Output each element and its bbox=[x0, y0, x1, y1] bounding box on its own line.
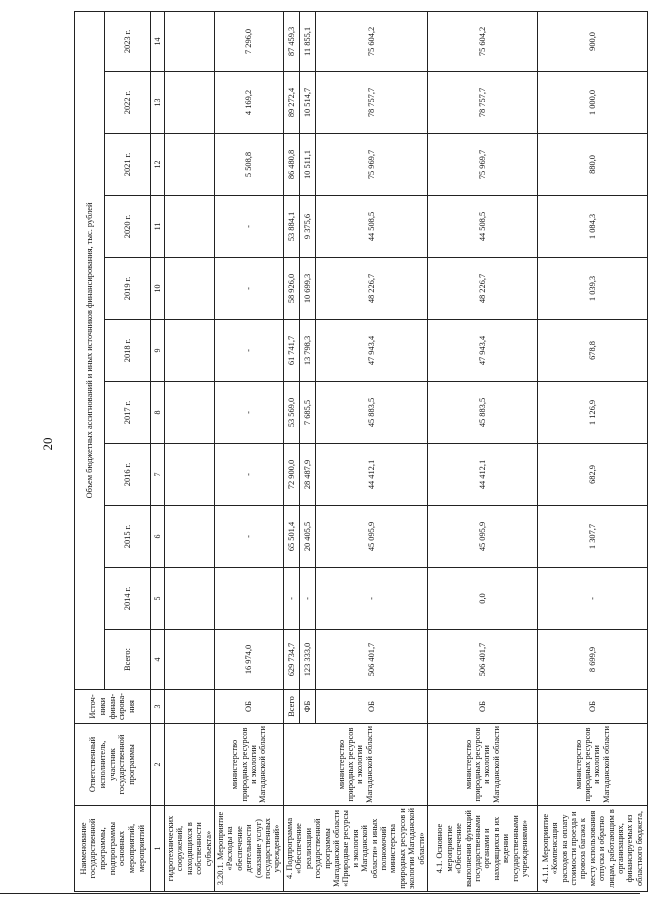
row-value bbox=[215, 568, 284, 630]
page-number: 20 bbox=[40, 437, 55, 451]
row-value: 53 569,0 bbox=[283, 382, 299, 444]
row-value: - bbox=[300, 568, 316, 630]
row-value bbox=[165, 444, 215, 506]
row-source: ОБ bbox=[316, 690, 428, 724]
row-value: 45 095,9 bbox=[316, 506, 428, 568]
column-index: 8 bbox=[151, 382, 165, 444]
row-value: 53 884,1 bbox=[283, 196, 299, 258]
row-name: 4.1. Основное мероприятие «Обеспечение выполнения функций государственными органами и находящихся в их ведении государственными учреждениями» bbox=[427, 806, 537, 892]
row-value bbox=[165, 11, 215, 71]
row-source: ОБ bbox=[537, 690, 647, 724]
row-value: 45 883,5 bbox=[316, 382, 428, 444]
row-name: 4. Подпрограмма «Обеспечение реализации государственной программы Магаданской области «Природные ресурсы и экология Магаданской области» и иных полномочий министерства природных ресурсов и экологии Магаданской области» bbox=[283, 806, 427, 892]
row-value: 28 487,9 bbox=[300, 444, 316, 506]
row-source: ОБ bbox=[215, 690, 284, 724]
row-value: 11 855,1 bbox=[300, 11, 316, 71]
row-value: 20 405,5 bbox=[300, 506, 316, 568]
header-funding-group: Объем бюджетных ассигнований и иных источников финансирования, тыс. рублей bbox=[75, 11, 105, 689]
column-index: 9 bbox=[151, 320, 165, 382]
row-value bbox=[165, 72, 215, 134]
row-value: 123 333,0 bbox=[300, 630, 316, 690]
column-index: 14 bbox=[151, 11, 165, 71]
row-value: - bbox=[215, 320, 284, 382]
row-name: 4.1.1. Мероприятие «Компенсация расходов на оплату стоимости проезда и провоза багажа к месту использования отпуска и обратно лицам, работающим в организациях, финансируемых из областного бюджета, bbox=[537, 806, 647, 892]
column-index: 1 bbox=[151, 806, 165, 892]
table-row bbox=[215, 11, 284, 891]
row-source: Всего bbox=[283, 690, 299, 724]
table-row bbox=[427, 11, 537, 891]
row-value: 44 508,5 bbox=[427, 196, 537, 258]
row-name: гидротехнических сооружений, находящихся в собственности субъекта» bbox=[165, 806, 215, 892]
row-value bbox=[165, 196, 215, 258]
row-value: 13 798,3 bbox=[300, 320, 316, 382]
row-value: 1 126,9 bbox=[537, 382, 647, 444]
row-value: 87 459,3 bbox=[283, 11, 299, 71]
row-value: 78 757,7 bbox=[427, 72, 537, 134]
row-value: 61 741,7 bbox=[283, 320, 299, 382]
column-index: 12 bbox=[151, 134, 165, 196]
table-row bbox=[165, 11, 215, 891]
column-index: 7 bbox=[151, 444, 165, 506]
row-value: 10 514,7 bbox=[300, 72, 316, 134]
row-value: 58 926,0 bbox=[283, 258, 299, 320]
row-value: - bbox=[215, 258, 284, 320]
column-index: 3 bbox=[151, 690, 165, 724]
row-value: 44 412,1 bbox=[316, 444, 428, 506]
row-value: 7 296,0 bbox=[215, 11, 284, 71]
column-index: 10 bbox=[151, 258, 165, 320]
row-value: 8 699,9 bbox=[537, 630, 647, 690]
row-value: 7 685,5 bbox=[300, 382, 316, 444]
row-value bbox=[165, 134, 215, 196]
row-responsible: министерство природных ресурсов и экологии Магаданской области bbox=[283, 724, 427, 806]
row-value: 1 039,3 bbox=[537, 258, 647, 320]
header-year: 2019 г. bbox=[105, 258, 151, 320]
row-value: 89 272,4 bbox=[283, 72, 299, 134]
row-value: - bbox=[537, 568, 647, 630]
table-row bbox=[283, 11, 299, 891]
row-responsible: министерство природных ресурсов и экологии Магаданской области bbox=[215, 724, 284, 806]
row-value: 44 412,1 bbox=[427, 444, 537, 506]
row-value: 10 699,3 bbox=[300, 258, 316, 320]
row-value bbox=[165, 630, 215, 690]
row-value: 86 480,8 bbox=[283, 134, 299, 196]
row-value: 47 943,4 bbox=[427, 320, 537, 382]
row-source bbox=[165, 690, 215, 724]
row-value: 48 226,7 bbox=[316, 258, 428, 320]
row-value bbox=[165, 568, 215, 630]
header-year: 2016 г. bbox=[105, 444, 151, 506]
rotated-table-frame bbox=[74, 12, 644, 892]
row-value: - bbox=[283, 568, 299, 630]
row-value: 10 511,1 bbox=[300, 134, 316, 196]
row-value: 72 900,0 bbox=[283, 444, 299, 506]
row-value: 44 508,5 bbox=[316, 196, 428, 258]
row-value: 47 943,4 bbox=[316, 320, 428, 382]
row-value bbox=[165, 320, 215, 382]
row-source: ОБ bbox=[427, 690, 537, 724]
row-value: 45 095,9 bbox=[427, 506, 537, 568]
row-value: - bbox=[215, 196, 284, 258]
header-year: 2018 г. bbox=[105, 320, 151, 382]
row-value: 9 375,6 bbox=[300, 196, 316, 258]
header-name: Наименование государственной программы, подпрограммы основных мероприятий, мероприятий bbox=[75, 806, 151, 892]
row-responsible: министерство природных ресурсов и экологии Магаданской области bbox=[427, 724, 537, 806]
row-value: 629 734,7 bbox=[283, 630, 299, 690]
row-responsible bbox=[165, 724, 215, 806]
table-row bbox=[537, 11, 647, 891]
bottom-rule bbox=[0, 893, 640, 894]
header-year: 2017 г. bbox=[105, 382, 151, 444]
row-value: - bbox=[316, 568, 428, 630]
row-value: 900,0 bbox=[537, 11, 647, 71]
column-index: 6 bbox=[151, 506, 165, 568]
row-value bbox=[165, 382, 215, 444]
row-value: 75 604,2 bbox=[427, 11, 537, 71]
row-value: 678,8 bbox=[537, 320, 647, 382]
row-value: 880,0 bbox=[537, 134, 647, 196]
row-value: 0,0 bbox=[427, 568, 537, 630]
row-value: - bbox=[215, 382, 284, 444]
header-year: 2022 г. bbox=[105, 72, 151, 134]
header-responsible: Ответственный исполнитель, участник государственной программы bbox=[75, 724, 151, 806]
row-name: 3.20.1. Мероприятие «Расходы на обеспечение деятельности (оказание услуг) государственных учреждений» bbox=[215, 806, 284, 892]
row-value: - bbox=[215, 444, 284, 506]
row-value: 75 969,7 bbox=[316, 134, 428, 196]
column-index: 4 bbox=[151, 630, 165, 690]
row-responsible: министерство природных ресурсов и экологии Магаданской области bbox=[537, 724, 647, 806]
header-year: 2020 г. bbox=[105, 196, 151, 258]
row-value: 5 508,8 bbox=[215, 134, 284, 196]
header-year: 2015 г. bbox=[105, 506, 151, 568]
column-index: 11 bbox=[151, 196, 165, 258]
header-total: Всего: bbox=[105, 630, 151, 690]
header-source: Источ-ники финан-сирова-ния bbox=[75, 690, 151, 724]
header-year: 2023 г. bbox=[105, 11, 151, 71]
row-value: 1 000,0 bbox=[537, 72, 647, 134]
row-value: 506 401,7 bbox=[316, 630, 428, 690]
header-year: 2021 г. bbox=[105, 134, 151, 196]
row-value: 506 401,7 bbox=[427, 630, 537, 690]
row-value bbox=[165, 258, 215, 320]
row-value: 75 604,2 bbox=[316, 11, 428, 71]
row-value: 45 883,5 bbox=[427, 382, 537, 444]
row-value: 65 501,4 bbox=[283, 506, 299, 568]
row-value: 1 084,3 bbox=[537, 196, 647, 258]
funding-table bbox=[74, 11, 648, 892]
row-value: 78 757,7 bbox=[316, 72, 428, 134]
header-year: 2014 г. bbox=[105, 568, 151, 630]
column-index: 2 bbox=[151, 724, 165, 806]
table-holder bbox=[74, 12, 644, 892]
row-value: 1 307,7 bbox=[537, 506, 647, 568]
row-value bbox=[165, 506, 215, 568]
row-value: 75 969,7 bbox=[427, 134, 537, 196]
row-value: 4 169,2 bbox=[215, 72, 284, 134]
row-value: 682,9 bbox=[537, 444, 647, 506]
row-value: 48 226,7 bbox=[427, 258, 537, 320]
row-value: 16 974,0 bbox=[215, 630, 284, 690]
column-index: 5 bbox=[151, 568, 165, 630]
row-value: - bbox=[215, 506, 284, 568]
row-source: ФБ bbox=[300, 690, 316, 724]
column-index: 13 bbox=[151, 72, 165, 134]
